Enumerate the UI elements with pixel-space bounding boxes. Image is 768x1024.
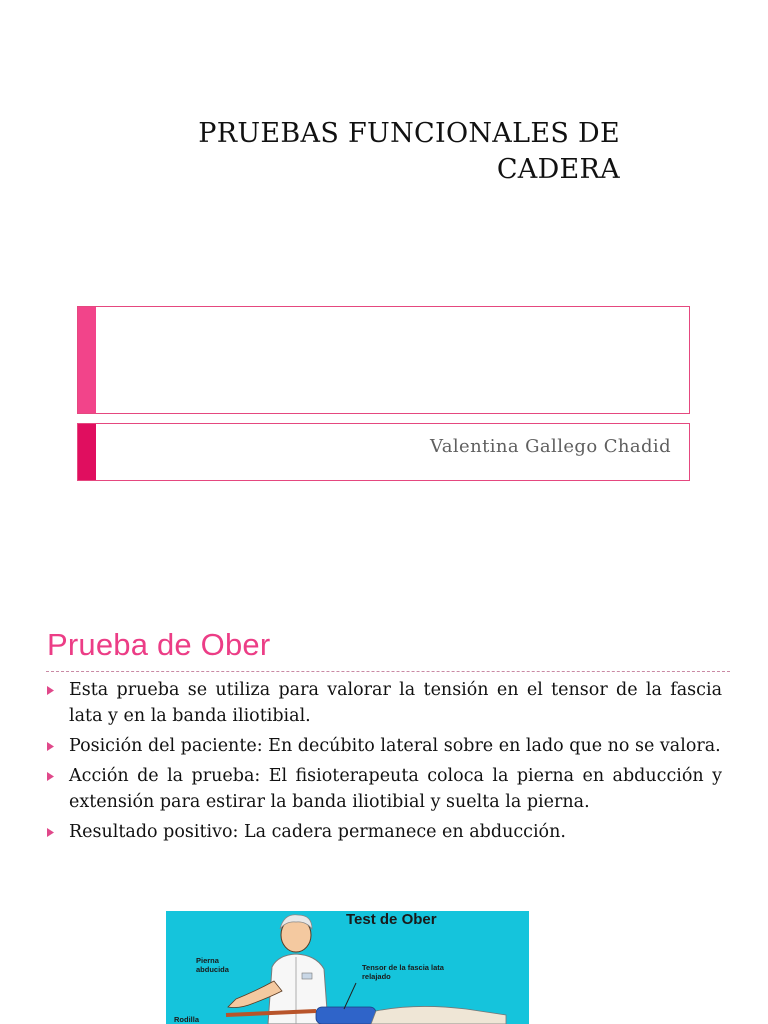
illustration-title: Test de Ober xyxy=(346,911,437,928)
bullet-text: Esta prueba se utiliza para valorar la tensión en el tensor de la fascia lata y en la banda iliotibial. xyxy=(69,680,722,726)
content-slide xyxy=(0,585,768,1024)
title-divider xyxy=(46,671,730,672)
bullet-text: Acción de la prueba: El fisioterapeuta coloca la pierna en abducción y extensión para estirar la banda iliotibial y suelta la pierna. xyxy=(69,766,722,812)
author-box xyxy=(77,423,690,481)
title-line-1: PRUEBAS FUNCIONALES DE xyxy=(198,118,620,149)
bullet-text: Resultado positivo: La cadera permanece en abducción. xyxy=(69,822,566,842)
triangle-bullet-icon xyxy=(47,733,59,759)
triangle-bullet-icon xyxy=(47,819,59,845)
accent-bar xyxy=(78,307,96,413)
triangle-bullet-icon xyxy=(47,677,59,703)
author-name: Valentina Gallego Chadid xyxy=(430,436,671,457)
list-item xyxy=(46,677,722,729)
triangle-bullet-icon xyxy=(47,763,59,789)
list-item xyxy=(46,763,722,815)
subtitle-box xyxy=(77,306,690,414)
list-item xyxy=(46,733,722,759)
label-pierna: Pierna abducida xyxy=(196,956,229,974)
accent-bar xyxy=(78,424,96,480)
bullet-text: Posición del paciente: En decúbito lateral sobre en lado que no se valora. xyxy=(69,736,721,756)
list-item xyxy=(46,819,722,845)
bullet-list xyxy=(46,677,722,849)
slide-title: Prueba de Ober xyxy=(47,627,271,662)
ober-test-illustration xyxy=(166,911,529,1024)
title-line-2: CADERA xyxy=(496,154,620,185)
label-tensor: Tensor de la fascia lata relajado xyxy=(362,963,444,981)
presentation-title xyxy=(100,116,620,188)
label-rodilla: Rodilla xyxy=(174,1015,200,1024)
